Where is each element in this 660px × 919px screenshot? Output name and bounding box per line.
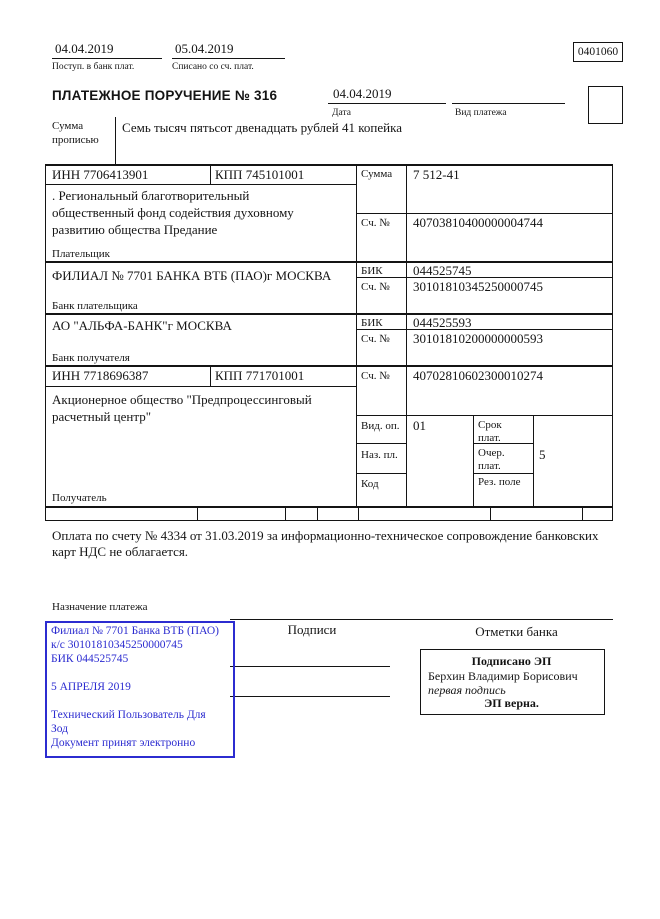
tax-field-divider-5	[490, 506, 491, 520]
amount-words-label-2: прописью	[52, 134, 99, 146]
line-under-payee	[45, 506, 613, 508]
payee-inn-kpp-divider	[210, 365, 211, 386]
payee-section-label: Получатель	[52, 492, 107, 504]
payee-kpp: КПП 771701001	[215, 368, 305, 383]
tax-fields-row-bottom	[45, 520, 613, 521]
priority-value: 5	[539, 447, 546, 462]
code-label: Код	[361, 478, 379, 490]
payer-bank-bik-label: БИК	[361, 265, 383, 277]
debited-from-account-date: 05.04.2019	[175, 41, 234, 56]
tax-field-divider-4	[358, 506, 359, 520]
line-under-payer-inn	[45, 184, 356, 185]
due-date-column-divider	[473, 415, 474, 507]
line-under-payee-bik	[356, 329, 613, 330]
bank-stamp-line-1: Филиал № 7701 Банка ВТБ (ПАО)	[51, 625, 219, 637]
received-date-underline	[52, 58, 162, 59]
signature-line-2	[230, 696, 390, 697]
bank-stamp-line-6: Зод	[51, 723, 69, 735]
payee-inn: ИНН 7718696387	[52, 368, 149, 383]
signatures-label: Подписи	[287, 622, 337, 637]
payer-inn-kpp-divider	[210, 164, 211, 185]
line-under-priority-label	[473, 473, 533, 474]
line-under-purpose-code-label	[356, 473, 407, 474]
signature-area-top-line	[230, 619, 613, 620]
payer-bank-account-value: 30101810345250000745	[413, 279, 543, 294]
line-under-payer-bank	[45, 313, 613, 315]
payer-kpp: КПП 745101001	[215, 167, 305, 182]
payee-account-value: 40702810602300010274	[413, 368, 543, 383]
bank-stamp-line-5: Технический Пользователь Для	[51, 709, 206, 721]
purpose-code-label: Наз. пл.	[361, 449, 398, 461]
table-border-right	[612, 164, 613, 521]
payer-bank-account-label: Сч. №	[361, 281, 390, 293]
payment-type-label: Вид платежа	[455, 108, 507, 118]
amount-words-divider	[115, 117, 116, 165]
line-under-amount-cell	[356, 213, 613, 214]
due-date-label: Срок плат.	[478, 419, 502, 444]
bank-stamp-line-3: БИК 044525745	[51, 653, 129, 665]
payer-inn: ИНН 7706413901	[52, 167, 149, 182]
payer-name: . Региональный благотворительный общественный фонд содействия духовному развитию общества Предание	[52, 188, 294, 237]
payer-bank-section-label: Банк плательщика	[52, 300, 138, 312]
op-type-value: 01	[413, 418, 426, 433]
bank-stamp-line-7: Документ принят электронно	[51, 737, 196, 749]
esign-signer-name: Берхин Владимир Борисович	[428, 669, 578, 683]
table-border-left	[45, 164, 46, 521]
amount-in-words: Семь тысяч пятьсот двенадцать рублей 41 копейка	[122, 120, 402, 135]
payee-bank-name: АО "АЛЬФА-БАНК"г МОСКВА	[52, 318, 232, 333]
purpose-section-label: Назначение платежа	[52, 601, 148, 613]
reserve-field-label: Рез. поле	[478, 476, 521, 488]
payer-account-label: Сч. №	[361, 217, 390, 229]
amount-value: 7 512-41	[413, 167, 460, 182]
line-under-payer	[45, 261, 613, 263]
debited-date-underline	[172, 58, 285, 59]
payee-bank-account-value: 30101810200000000593	[413, 331, 543, 346]
document-date: 04.04.2019	[333, 86, 392, 101]
table-border-top	[45, 164, 613, 166]
esign-title: Подписано ЭП	[471, 654, 552, 668]
amount-words-label-1: Сумма	[52, 120, 84, 132]
received-in-bank-label: Поступ. в банк плат.	[52, 62, 135, 72]
line-under-payee-bank	[45, 365, 613, 367]
form-code-box: 0401060	[573, 42, 623, 62]
payer-bank-name: ФИЛИАЛ № 7701 БАНКА ВТБ (ПАО)г МОСКВА	[52, 268, 332, 283]
payer-bank-bik-value: 044525745	[413, 263, 472, 278]
payee-account-label: Сч. №	[361, 370, 390, 382]
debited-from-account-label: Списано со сч. плат.	[172, 62, 254, 72]
received-in-bank-date: 04.04.2019	[55, 41, 114, 56]
bank-marks-label: Отметки банка	[475, 624, 558, 639]
line-under-payee-inn	[45, 386, 356, 387]
esign-validity: ЭП верна.	[484, 696, 539, 710]
payee-name: Акционерное общество "Предпроцессинговый расчетный центр"	[52, 392, 312, 424]
payee-bank-bik-label: БИК	[361, 317, 383, 329]
line-above-op-type	[356, 415, 613, 416]
payee-bank-bik-value: 044525593	[413, 315, 472, 330]
document-title: ПЛАТЕЖНОЕ ПОРУЧЕНИЕ № 316	[52, 88, 278, 103]
priority-column-divider	[533, 415, 534, 507]
payee-bank-section-label: Банк получателя	[52, 352, 130, 364]
value-column-divider	[406, 164, 407, 507]
line-under-op-type-label	[356, 443, 407, 444]
line-under-payer-bik	[356, 277, 613, 278]
signature-line-1	[230, 666, 390, 667]
tax-field-divider-1	[197, 506, 198, 520]
bank-stamp-line-4: 5 АПРЕЛЯ 2019	[51, 681, 131, 693]
label-column-divider	[356, 164, 357, 507]
tax-field-divider-6	[582, 506, 583, 520]
payment-purpose-text: Оплата по счету № 4334 от 31.03.2019 за информационно-техническое сопровождение банковских карт НДС не облагается.	[52, 528, 599, 559]
tax-field-divider-2	[285, 506, 286, 520]
payer-account-value: 40703810400000004744	[413, 215, 543, 230]
priority-label: Очер. плат.	[478, 447, 505, 472]
payee-bank-account-label: Сч. №	[361, 333, 390, 345]
date-underline	[328, 103, 446, 104]
op-type-label: Вид. оп.	[361, 420, 400, 432]
esign-subtitle: первая подпись	[428, 683, 506, 697]
payer-section-label: Плательщик	[52, 248, 110, 260]
amount-label: Сумма	[361, 168, 393, 180]
date-label: Дата	[332, 108, 351, 118]
payment-type-checkbox	[588, 86, 623, 124]
tax-field-divider-3	[317, 506, 318, 520]
bank-stamp-line-2: к/с 30101810345250000745	[51, 639, 183, 651]
payment-type-underline	[452, 103, 565, 104]
